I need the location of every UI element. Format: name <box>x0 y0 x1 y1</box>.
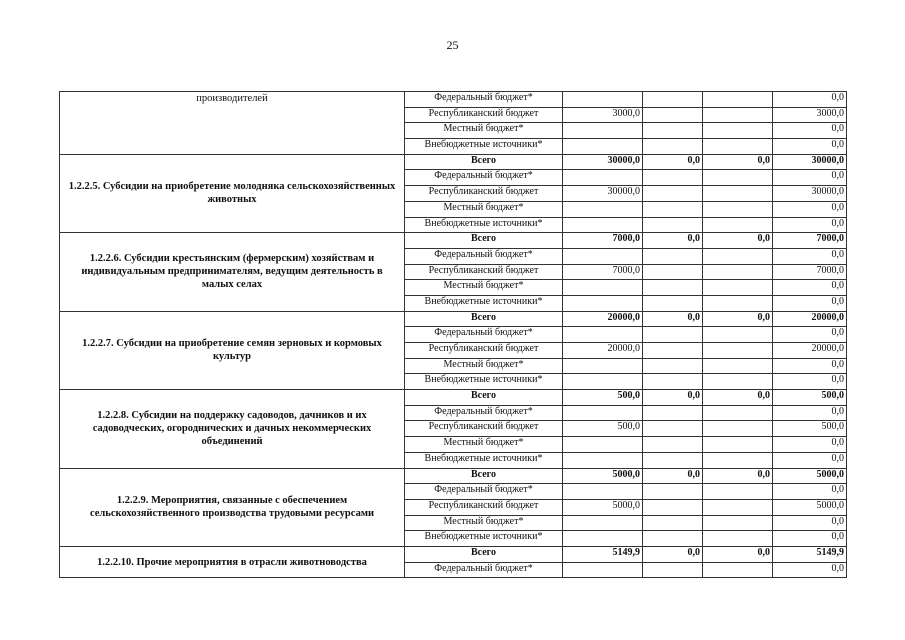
program-name-cell: 1.2.2.5. Субсидии на приобретение молодняка сельскохозяйственных животных <box>60 154 405 232</box>
year2-value-cell <box>643 484 703 500</box>
year2-value-cell <box>643 123 703 139</box>
total-value-cell: 0,0 <box>773 562 847 578</box>
funding-source-cell: Внебюджетные источники* <box>405 452 563 468</box>
total-value-cell: 0,0 <box>773 248 847 264</box>
total-value-cell: 30000,0 <box>773 154 847 170</box>
total-value-cell: 0,0 <box>773 201 847 217</box>
year1-value-cell: 30000,0 <box>563 154 643 170</box>
year2-value-cell <box>643 170 703 186</box>
year2-value-cell: 0,0 <box>643 233 703 249</box>
total-value-cell: 500,0 <box>773 390 847 406</box>
funding-source-cell: Местный бюджет* <box>405 358 563 374</box>
year2-value-cell <box>643 343 703 359</box>
funding-source-cell: Местный бюджет* <box>405 201 563 217</box>
year1-value-cell <box>563 248 643 264</box>
year1-value-cell <box>563 201 643 217</box>
year1-value-cell <box>563 217 643 233</box>
year2-value-cell: 0,0 <box>643 311 703 327</box>
year3-value-cell <box>703 280 773 296</box>
year1-value-cell: 7000,0 <box>563 233 643 249</box>
total-value-cell: 0,0 <box>773 295 847 311</box>
total-value-cell: 0,0 <box>773 405 847 421</box>
year2-value-cell <box>643 186 703 202</box>
year1-value-cell <box>563 452 643 468</box>
year1-value-cell <box>563 515 643 531</box>
funding-source-cell: Внебюджетные источники* <box>405 217 563 233</box>
program-name-cell: 1.2.2.10. Прочие мероприятия в отрасли животноводства <box>60 546 405 577</box>
year3-value-cell <box>703 499 773 515</box>
year3-value-cell <box>703 107 773 123</box>
year1-value-cell <box>563 170 643 186</box>
funding-source-cell: Федеральный бюджет* <box>405 405 563 421</box>
total-value-cell: 3000,0 <box>773 107 847 123</box>
funding-source-cell: Республиканский бюджет <box>405 421 563 437</box>
year2-value-cell <box>643 374 703 390</box>
year3-value-cell <box>703 123 773 139</box>
year3-value-cell: 0,0 <box>703 311 773 327</box>
funding-source-cell: Внебюджетные источники* <box>405 295 563 311</box>
year3-value-cell <box>703 515 773 531</box>
year3-value-cell <box>703 248 773 264</box>
funding-source-cell: Внебюджетные источники* <box>405 374 563 390</box>
year3-value-cell: 0,0 <box>703 390 773 406</box>
year3-value-cell <box>703 201 773 217</box>
year2-value-cell <box>643 515 703 531</box>
year1-value-cell <box>563 139 643 155</box>
year2-value-cell <box>643 107 703 123</box>
year2-value-cell <box>643 264 703 280</box>
year3-value-cell <box>703 562 773 578</box>
year1-value-cell: 3000,0 <box>563 107 643 123</box>
year1-value-cell: 30000,0 <box>563 186 643 202</box>
year3-value-cell <box>703 452 773 468</box>
year2-value-cell: 0,0 <box>643 390 703 406</box>
year3-value-cell <box>703 484 773 500</box>
total-value-cell: 0,0 <box>773 280 847 296</box>
year1-value-cell <box>563 327 643 343</box>
year1-value-cell: 5149,9 <box>563 546 643 562</box>
year1-value-cell <box>563 280 643 296</box>
year3-value-cell: 0,0 <box>703 154 773 170</box>
program-name-cell: 1.2.2.9. Мероприятия, связанные с обеспечением сельскохозяйственного производства трудовыми ресурсами <box>60 468 405 546</box>
funding-source-cell: Всего <box>405 390 563 406</box>
year3-value-cell <box>703 217 773 233</box>
year2-value-cell <box>643 327 703 343</box>
page-number: 25 <box>446 38 459 52</box>
year2-value-cell <box>643 562 703 578</box>
total-value-cell: 0,0 <box>773 374 847 390</box>
year3-value-cell <box>703 421 773 437</box>
year2-value-cell <box>643 280 703 296</box>
total-value-cell: 0,0 <box>773 123 847 139</box>
funding-source-cell: Всего <box>405 546 563 562</box>
total-value-cell: 7000,0 <box>773 264 847 280</box>
table-row-total <box>60 390 847 406</box>
program-name-cell: 1.2.2.8. Субсидии на поддержку садоводов, дачников и их садоводческих, огороднических и дачных некоммерческих объединений <box>60 390 405 468</box>
year2-value-cell <box>643 452 703 468</box>
year2-value-cell <box>643 437 703 453</box>
year2-value-cell <box>643 248 703 264</box>
budget-table <box>59 91 847 578</box>
total-value-cell: 5149,9 <box>773 546 847 562</box>
total-value-cell: 500,0 <box>773 421 847 437</box>
year3-value-cell <box>703 405 773 421</box>
total-value-cell: 0,0 <box>773 452 847 468</box>
year1-value-cell <box>563 405 643 421</box>
year3-value-cell <box>703 92 773 108</box>
year3-value-cell: 0,0 <box>703 233 773 249</box>
year1-value-cell: 5000,0 <box>563 499 643 515</box>
total-value-cell: 7000,0 <box>773 233 847 249</box>
year3-value-cell <box>703 531 773 547</box>
total-value-cell: 20000,0 <box>773 311 847 327</box>
year1-value-cell: 7000,0 <box>563 264 643 280</box>
total-value-cell: 20000,0 <box>773 343 847 359</box>
year1-value-cell: 5000,0 <box>563 468 643 484</box>
year2-value-cell <box>643 405 703 421</box>
year3-value-cell <box>703 170 773 186</box>
year1-value-cell <box>563 374 643 390</box>
funding-source-cell: Федеральный бюджет* <box>405 170 563 186</box>
year3-value-cell <box>703 343 773 359</box>
program-name-cell: производителей <box>60 92 405 155</box>
total-value-cell: 0,0 <box>773 139 847 155</box>
total-value-cell: 5000,0 <box>773 499 847 515</box>
funding-source-cell: Федеральный бюджет* <box>405 327 563 343</box>
total-value-cell: 0,0 <box>773 515 847 531</box>
table-row-total <box>60 311 847 327</box>
year1-value-cell <box>563 562 643 578</box>
funding-source-cell: Республиканский бюджет <box>405 107 563 123</box>
funding-source-cell: Федеральный бюджет* <box>405 92 563 108</box>
total-value-cell: 0,0 <box>773 217 847 233</box>
year1-value-cell <box>563 531 643 547</box>
total-value-cell: 30000,0 <box>773 186 847 202</box>
total-value-cell: 5000,0 <box>773 468 847 484</box>
funding-source-cell: Республиканский бюджет <box>405 499 563 515</box>
year1-value-cell: 20000,0 <box>563 311 643 327</box>
funding-source-cell: Республиканский бюджет <box>405 186 563 202</box>
funding-source-cell: Республиканский бюджет <box>405 264 563 280</box>
total-value-cell: 0,0 <box>773 437 847 453</box>
year1-value-cell: 500,0 <box>563 421 643 437</box>
funding-source-cell: Местный бюджет* <box>405 280 563 296</box>
year3-value-cell <box>703 295 773 311</box>
year1-value-cell <box>563 358 643 374</box>
total-value-cell: 0,0 <box>773 531 847 547</box>
year2-value-cell <box>643 92 703 108</box>
table-row-total <box>60 468 847 484</box>
year1-value-cell <box>563 123 643 139</box>
funding-source-cell: Местный бюджет* <box>405 123 563 139</box>
year2-value-cell: 0,0 <box>643 154 703 170</box>
total-value-cell: 0,0 <box>773 170 847 186</box>
funding-source-cell: Местный бюджет* <box>405 515 563 531</box>
funding-source-cell: Внебюджетные источники* <box>405 531 563 547</box>
year2-value-cell: 0,0 <box>643 546 703 562</box>
year1-value-cell <box>563 437 643 453</box>
total-value-cell: 0,0 <box>773 358 847 374</box>
year3-value-cell <box>703 437 773 453</box>
total-value-cell: 0,0 <box>773 484 847 500</box>
total-value-cell: 0,0 <box>773 327 847 343</box>
year3-value-cell: 0,0 <box>703 468 773 484</box>
year2-value-cell: 0,0 <box>643 468 703 484</box>
year3-value-cell <box>703 327 773 343</box>
year3-value-cell <box>703 186 773 202</box>
year2-value-cell <box>643 295 703 311</box>
year1-value-cell: 20000,0 <box>563 343 643 359</box>
year1-value-cell <box>563 92 643 108</box>
year3-value-cell: 0,0 <box>703 546 773 562</box>
total-value-cell: 0,0 <box>773 92 847 108</box>
program-name-cell: 1.2.2.7. Субсидии на приобретение семян зерновых и кормовых культур <box>60 311 405 389</box>
table-row-total <box>60 546 847 562</box>
program-name-cell: 1.2.2.6. Субсидии крестьянским (фермерским) хозяйствам и индивидуальным предпринимателям, ведущим деятельность в малых селах <box>60 233 405 311</box>
year1-value-cell <box>563 295 643 311</box>
funding-source-cell: Всего <box>405 311 563 327</box>
year3-value-cell <box>703 264 773 280</box>
year2-value-cell <box>643 421 703 437</box>
funding-source-cell: Федеральный бюджет* <box>405 562 563 578</box>
year3-value-cell <box>703 358 773 374</box>
year3-value-cell <box>703 374 773 390</box>
year2-value-cell <box>643 499 703 515</box>
year1-value-cell: 500,0 <box>563 390 643 406</box>
year2-value-cell <box>643 217 703 233</box>
year2-value-cell <box>643 358 703 374</box>
table-row-total <box>60 154 847 170</box>
funding-source-cell: Всего <box>405 154 563 170</box>
funding-source-cell: Республиканский бюджет <box>405 343 563 359</box>
year3-value-cell <box>703 139 773 155</box>
year1-value-cell <box>563 484 643 500</box>
funding-source-cell: Внебюджетные источники* <box>405 139 563 155</box>
table-row-total <box>60 233 847 249</box>
year2-value-cell <box>643 139 703 155</box>
year2-value-cell <box>643 201 703 217</box>
funding-source-cell: Федеральный бюджет* <box>405 484 563 500</box>
funding-source-cell: Всего <box>405 468 563 484</box>
table-row <box>60 92 847 108</box>
year2-value-cell <box>643 531 703 547</box>
funding-source-cell: Федеральный бюджет* <box>405 248 563 264</box>
funding-source-cell: Всего <box>405 233 563 249</box>
funding-source-cell: Местный бюджет* <box>405 437 563 453</box>
